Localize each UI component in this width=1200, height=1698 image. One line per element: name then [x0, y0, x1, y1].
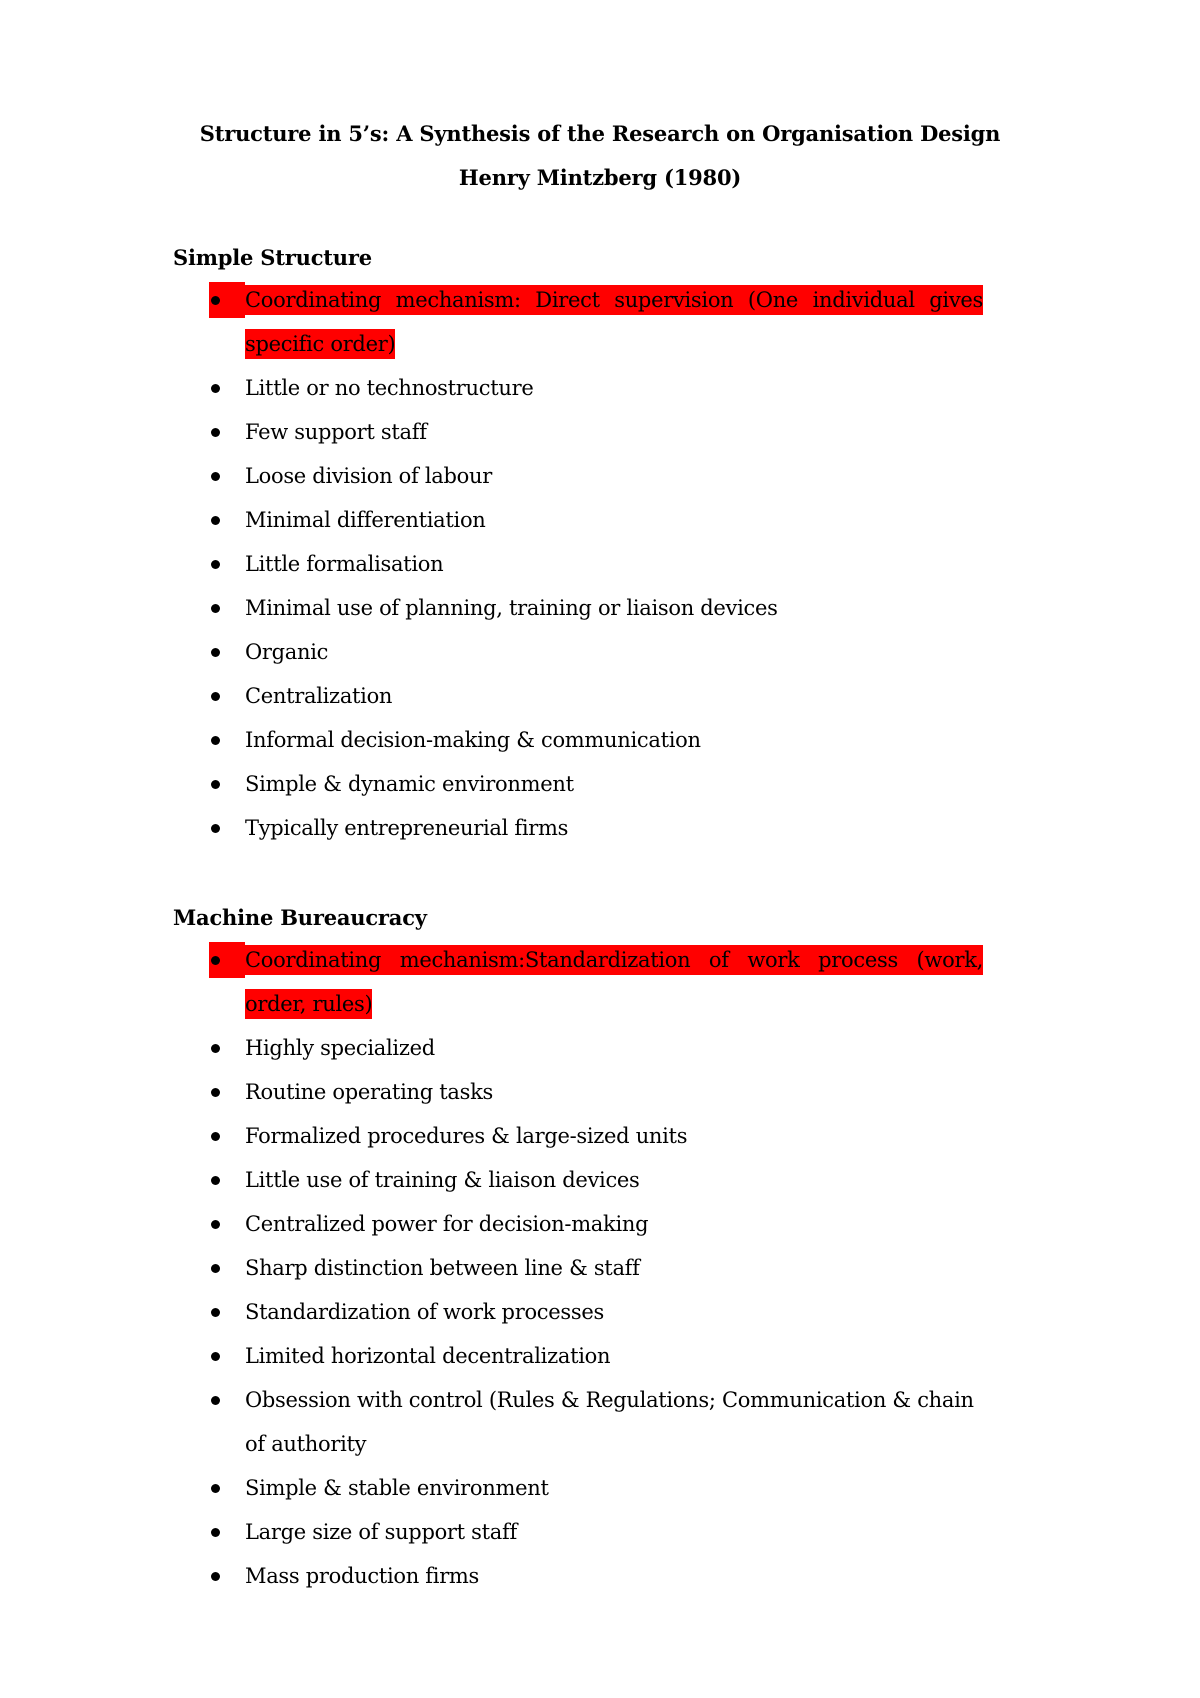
- list-item-text: Formalized procedures & large-sized units: [245, 1124, 688, 1148]
- list-item: [173, 1114, 983, 1158]
- list-item: [173, 674, 983, 718]
- bullet-icon: [211, 1088, 220, 1097]
- list-item-text: Standardization of work processes: [245, 1300, 604, 1324]
- list-item: [173, 1290, 983, 1334]
- bullet-icon: [211, 780, 220, 789]
- section-heading: Machine Bureaucracy: [173, 905, 427, 930]
- bullet-icon: [211, 472, 220, 481]
- list-item-text: Minimal differentiation: [245, 508, 486, 532]
- list-item-text: Highly specialized: [245, 1036, 435, 1060]
- list-item-text: Organic: [245, 640, 329, 664]
- list-item: [173, 542, 983, 586]
- list-item-highlighted: [173, 938, 983, 1026]
- list-item-text: Coordinating mechanism: Direct supervision (One individual gives specific order): [245, 285, 983, 359]
- bullet-icon: [211, 1352, 220, 1361]
- bullet-icon: [211, 1132, 220, 1141]
- bullet-icon: [211, 296, 220, 305]
- bullet-icon: [211, 692, 220, 701]
- list-item-text: Routine operating tasks: [245, 1080, 493, 1104]
- bullet-icon: [211, 604, 220, 613]
- list-item-text: Coordinating mechanism:Standardization of work process (work, order, rules): [245, 945, 983, 1019]
- list-item: [173, 630, 983, 674]
- bullet-icon: [211, 648, 220, 657]
- section-heading: Simple Structure: [173, 245, 372, 270]
- list-item-text: Mass production firms: [245, 1564, 480, 1588]
- list-item-text: Centralized power for decision-making: [245, 1212, 649, 1236]
- list-item-text: Little or no technostructure: [245, 376, 534, 400]
- bullet-icon: [211, 1396, 220, 1405]
- list-item-text: Little use of training & liaison devices: [245, 1168, 640, 1192]
- bullet-icon: [211, 956, 220, 965]
- list-item-text: Little formalisation: [245, 552, 444, 576]
- list-item: [173, 1510, 983, 1554]
- list-item-text: Informal decision-making & communication: [245, 728, 701, 752]
- bullet-icon: [211, 1308, 220, 1317]
- list-item-text: Centralization: [245, 684, 393, 708]
- list-item: [173, 1554, 983, 1598]
- bullet-icon: [211, 560, 220, 569]
- list-item-text: Typically entrepreneurial firms: [245, 816, 569, 840]
- list-item-highlighted: [173, 278, 983, 366]
- bullet-icon: [211, 1528, 220, 1537]
- bullet-icon: [211, 1264, 220, 1273]
- bullet-icon: [211, 1484, 220, 1493]
- document-title: Structure in 5’s: A Synthesis of the Research on Organisation Design: [199, 121, 1001, 146]
- list-item-text: Loose division of labour: [245, 464, 492, 488]
- list-item: [173, 1466, 983, 1510]
- list-item: [173, 718, 983, 762]
- list-item: [173, 586, 983, 630]
- bullet-icon: [211, 384, 220, 393]
- list-item: [173, 1202, 983, 1246]
- bullet-list: [173, 278, 983, 850]
- list-item-text: Limited horizontal decentralization: [245, 1344, 611, 1368]
- bullet-list: [173, 938, 983, 1598]
- section-machine-bureaucracy: [173, 898, 983, 1598]
- list-item-text: Few support staff: [245, 420, 427, 444]
- title-block: [0, 112, 1200, 200]
- list-item-text: Large size of support staff: [245, 1520, 517, 1544]
- bullet-icon: [211, 1572, 220, 1581]
- bullet-icon: [211, 516, 220, 525]
- bullet-icon: [211, 824, 220, 833]
- list-item-text: Simple & dynamic environment: [245, 772, 574, 796]
- list-item-text: Obsession with control (Rules & Regulations; Communication & chain of authority: [245, 1388, 974, 1456]
- bullet-icon: [211, 1176, 220, 1185]
- list-item: [173, 410, 983, 454]
- list-item: [173, 1334, 983, 1378]
- list-item: [173, 762, 983, 806]
- bullet-icon: [211, 1220, 220, 1229]
- list-item: [173, 366, 983, 410]
- list-item: [173, 1070, 983, 1114]
- list-item: [173, 1026, 983, 1070]
- author-line: Henry Mintzberg (1980): [458, 165, 742, 190]
- list-item: [173, 806, 983, 850]
- list-item: [173, 454, 983, 498]
- list-item: [173, 1378, 983, 1466]
- section-simple-structure: [173, 238, 983, 850]
- list-item: [173, 498, 983, 542]
- bullet-icon: [211, 736, 220, 745]
- bullet-icon: [211, 428, 220, 437]
- list-item: [173, 1246, 983, 1290]
- list-item-text: Sharp distinction between line & staff: [245, 1256, 640, 1280]
- list-item-text: Simple & stable environment: [245, 1476, 549, 1500]
- list-item-text: Minimal use of planning, training or liaison devices: [245, 596, 778, 620]
- bullet-icon: [211, 1044, 220, 1053]
- list-item: [173, 1158, 983, 1202]
